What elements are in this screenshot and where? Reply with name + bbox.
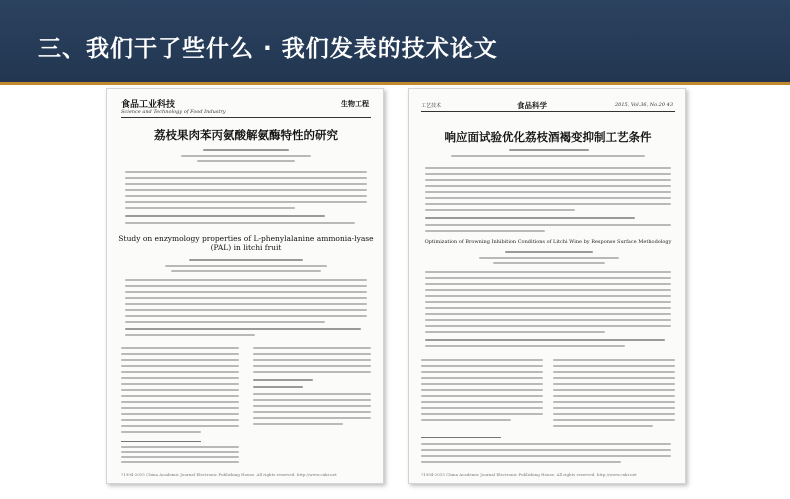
header-accent-line (0, 82, 790, 85)
paper-title-cn: 荔枝果肉苯丙氨酸解氨酶特性的研究 (154, 128, 338, 142)
authors-en-line (505, 251, 593, 253)
authors-line (203, 149, 289, 151)
paper-title-en: Optimization of Browning Inhibition Conditions of Litchi Wine by Response Surface Methodology (424, 239, 672, 245)
paper-left (106, 88, 384, 484)
footnote-rule (421, 437, 501, 438)
section-tag: 生物工程 (341, 99, 369, 108)
slide-title: 三、我们干了些什么 · 我们发表的技术论文 (38, 36, 498, 62)
paper-right (408, 88, 686, 484)
page-footer: ?1994-2015 China Academic Journal Electronic Publishing House. All rights reserved. http://www.cnki.net (121, 472, 337, 477)
running-header-left: 工艺技术 (421, 103, 442, 109)
affiliation-line (181, 155, 311, 157)
affiliation-line (197, 160, 295, 162)
authors-line (509, 149, 589, 151)
paper-title-cn: 响应面试验优化荔枝酒褐变抑制工艺条件 (444, 130, 652, 144)
header-rule (121, 117, 371, 118)
affiliation-en-line (171, 270, 321, 272)
header-rule (421, 111, 675, 112)
footnote-rule (121, 441, 201, 442)
affiliation-en-line (479, 257, 619, 259)
journal-name: 食品科学 (517, 101, 547, 110)
volume-info: 2015, Vol.36, No.20 43 (615, 102, 673, 108)
paper-title-en: Study on enzymology properties of L-phenylalanine ammonia-lyase (PAL) in litchi fruit (118, 234, 374, 252)
affiliation-en-line (165, 265, 327, 267)
journal-logo: 食品工业科技 (121, 100, 176, 110)
page-footer: ?1994-2015 China Academic Journal Electronic Publishing House. All rights reserved. http://www.cnki.net (421, 472, 637, 477)
affiliation-en-line (493, 262, 605, 264)
affiliation-line (451, 155, 645, 157)
authors-en-line (189, 259, 303, 261)
journal-english-name: Science and Technology of Food Industry (121, 109, 226, 115)
